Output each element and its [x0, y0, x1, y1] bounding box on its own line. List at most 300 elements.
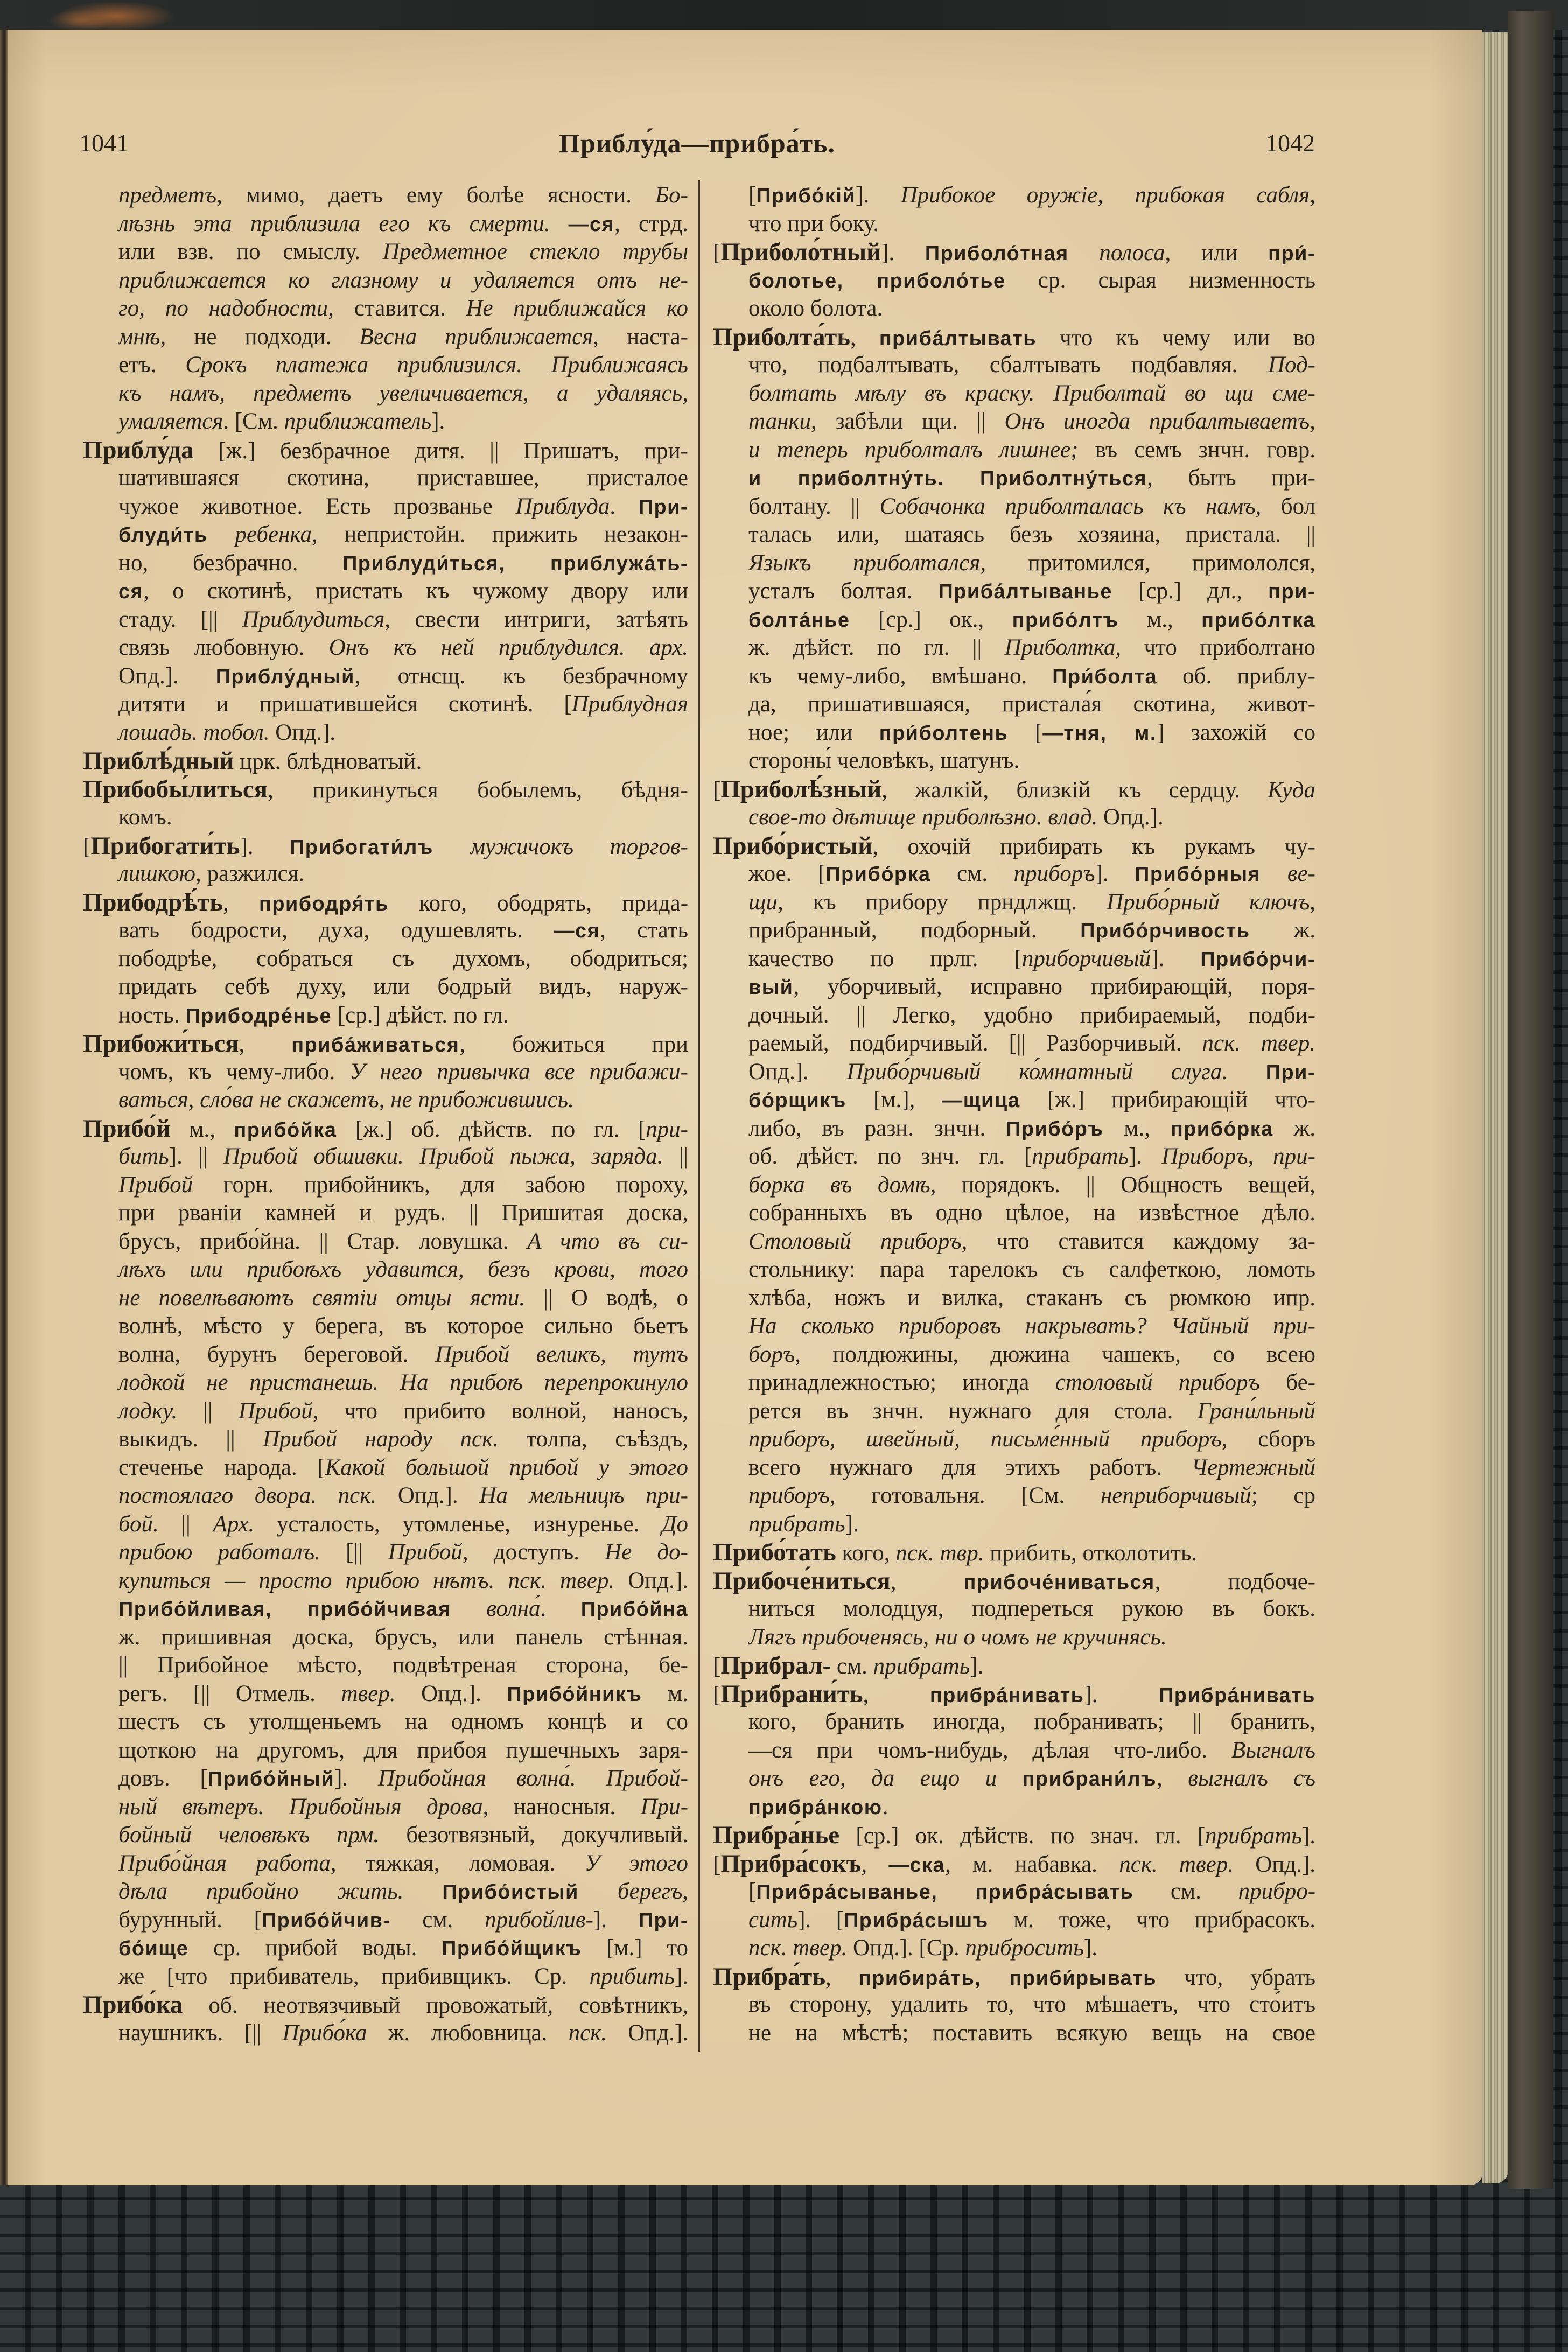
italic-example: Выгналъ — [1231, 1737, 1315, 1763]
italic-example: Приболтка — [1004, 635, 1116, 660]
entry-text: талась или, шатаясь безъ хозяина, пристала. || — [748, 522, 1315, 547]
entry-text: Опд.]. — [748, 1059, 847, 1084]
italic-example: Не до- — [605, 1539, 688, 1565]
entry-text: наушникъ. [|| — [118, 2020, 283, 2046]
entry-text: Опд.]. — [607, 2020, 689, 2046]
italic-example: дѣла прибойно жить. — [118, 1879, 404, 1904]
italic-example: твер. — [341, 1681, 396, 1706]
entry-text: [ср.] ок. дѣйств. по знач. гл. [ — [839, 1823, 1206, 1849]
entry-text — [403, 1879, 442, 1904]
entry-text: [м.], — [846, 1087, 942, 1112]
bold-term: —тня, м. — [1042, 722, 1157, 745]
headword: Приболта́ть — [713, 323, 851, 351]
entry-line — [713, 1058, 1315, 1087]
italic-example: прибро- — [1238, 1879, 1316, 1904]
entry-text: чужое животное. Есть прозванье — [118, 493, 516, 519]
entry-text: но, безбрачно. — [118, 550, 343, 576]
entry-text: къ чему-либо, вмѣшано. — [748, 663, 1053, 689]
entry-text: —ся при чомъ-нибудь, дѣлая что-либо. — [748, 1737, 1231, 1763]
bold-term: Прибодре́нье — [185, 1004, 332, 1027]
bold-term: прибоче́ниваться — [963, 1571, 1155, 1594]
entry-text: . — [540, 1596, 581, 1621]
entry-text: чомъ, къ чему-либо. — [118, 1059, 350, 1084]
entry-text: , притомился, примололся, — [980, 550, 1315, 576]
italic-example: Приблуда — [515, 493, 610, 519]
italic-example: лодкой не пристанешь. На прибоѣ перепрокинуло — [118, 1370, 688, 1395]
entry-text: брусъ, прибо́йна. || Стар. ловушка. — [118, 1228, 528, 1254]
headword: Приблу́да — [83, 436, 194, 464]
italic-example: На сколько приборовъ накрывать? Чайный при- — [748, 1313, 1315, 1339]
entry-text: [м.] то — [582, 1935, 688, 1961]
entry-text: что, убрать — [1157, 1964, 1315, 1990]
entry-line — [713, 719, 1315, 747]
entry-text: ность. — [118, 1002, 186, 1028]
entry-text: стороны́ человѣкъ, шатунъ. — [748, 748, 1020, 773]
bold-term: при- — [1268, 580, 1316, 603]
entry-text: м. — [642, 1681, 688, 1706]
entry-line — [83, 1906, 688, 1935]
bold-term: бо́рщикъ — [748, 1089, 846, 1112]
bold-term: ся — [118, 580, 144, 603]
headword: Приболѣ́зный — [720, 775, 882, 803]
italic-example: пск. твер. — [1119, 1851, 1234, 1877]
entry-text: ж. — [1273, 1115, 1315, 1141]
entry-line — [83, 181, 688, 210]
bold-term: Приблуди́ться, приблужа́ть- — [342, 552, 688, 575]
entry-line — [713, 1708, 1315, 1737]
bold-term: Приболо́тная — [925, 242, 1069, 265]
entry-text: , — [223, 890, 259, 916]
entry-line — [83, 1171, 688, 1200]
bold-term: прибодря́ть — [259, 892, 389, 915]
bold-term: Прибогати́лъ — [290, 836, 471, 859]
bold-term: —ся — [568, 213, 615, 236]
entry-text: , что ставится каждому за- — [961, 1228, 1316, 1254]
bold-term: вый — [748, 976, 794, 999]
dictionary-page — [8, 30, 1482, 2185]
entry-head-line — [83, 1991, 688, 2019]
entry-text: м., — [1118, 606, 1202, 632]
entry-line — [83, 1086, 688, 1115]
italic-example: До — [662, 1511, 688, 1537]
italic-example: ный вѣтеръ. Прибойныя дрова — [118, 1794, 483, 1819]
entry-line — [713, 606, 1315, 634]
entry-text: црк. блѣдноватый. — [234, 749, 422, 774]
entry-text: ное; или — [748, 719, 879, 745]
entry-text: [ — [713, 1851, 721, 1877]
entry-text: [ — [713, 777, 721, 803]
entry-text: ]. — [334, 1766, 379, 1791]
entry-line — [713, 2019, 1315, 2048]
entry-text: , уборчивый, исправно прибирающiй, поря- — [793, 974, 1315, 999]
entry-text: усталость, утомленье, изнуренье. — [254, 1511, 662, 1537]
entry-line — [713, 1284, 1315, 1313]
entry-head-line — [83, 1030, 688, 1058]
italic-example: Под- — [1268, 352, 1315, 377]
entry-line — [713, 1171, 1315, 1200]
entry-text: прибить, отколотить. — [984, 1541, 1198, 1566]
entry-text: || — [663, 1144, 689, 1169]
entry-line — [83, 521, 688, 549]
italic-example: Онъ иногда прибалтываетъ, — [1004, 409, 1315, 434]
italic-example: бить — [118, 1144, 169, 1169]
top-cloth-edge — [0, 0, 1568, 30]
entry-text: ]. — [240, 834, 290, 859]
entry-line — [83, 1538, 688, 1567]
left-column — [83, 181, 688, 2047]
italic-example: пск. твер. — [748, 1935, 848, 1961]
italic-example: сить — [748, 1907, 798, 1933]
entry-line — [83, 1567, 688, 1595]
bold-term: прибира́ть, приби́рывать — [858, 1966, 1157, 1990]
entry-text: ср. прибой воды. — [188, 1935, 442, 1961]
entry-text: || — [158, 1511, 213, 1537]
italic-example: Прибой — [118, 1172, 193, 1198]
entry-text: , наста- — [593, 324, 688, 349]
entry-text: , что приболтано — [1115, 635, 1316, 660]
entry-head-line — [713, 238, 1315, 267]
entry-line — [713, 1086, 1315, 1115]
entry-line — [83, 1708, 688, 1737]
entry-text: м. тоже, что прибрасокъ. — [988, 1907, 1315, 1933]
entry-text: не на мѣстѣ; поставить всякую вещь на свое — [748, 2020, 1315, 2046]
entry-head-line — [83, 747, 688, 775]
entry-text: волнѣ, мѣсто у берега, въ которое сильно бьетъ — [118, 1313, 688, 1339]
entry-line — [713, 803, 1315, 832]
entry-line — [713, 690, 1315, 719]
entry-head-line — [713, 323, 1315, 352]
entry-text: , — [239, 1032, 292, 1057]
entry-line — [83, 1651, 688, 1680]
entry-line — [713, 1115, 1315, 1143]
italic-example: А что въ си- — [527, 1228, 688, 1254]
entry-text: шатившаяся скотина, приставшее, присталое — [118, 465, 688, 491]
entry-line — [83, 634, 688, 662]
entry-line — [83, 1002, 688, 1030]
italic-example: приборъ — [1013, 861, 1095, 886]
entry-line — [713, 860, 1315, 888]
entry-line — [83, 690, 688, 719]
entry-text: . — [882, 1794, 888, 1819]
italic-example: ваться, сло́ва не скажетъ, не прибожившись. — [118, 1087, 574, 1112]
italic-example: го, по надобности — [118, 296, 328, 321]
entry-text: кого, — [836, 1541, 896, 1566]
entry-text: , непристойн. прижить незакон- — [311, 522, 689, 547]
entry-text: [ж.] безбрачное дитя. || Пришатъ, при- — [193, 438, 688, 464]
entry-line — [83, 1821, 688, 1850]
entry-line — [83, 351, 688, 380]
italic-example: купиться — просто прибою нѣтъ. пск. твер. — [118, 1567, 615, 1593]
bold-term: блуди́ть — [118, 524, 235, 547]
entry-text: ]. — [674, 1963, 688, 1989]
entry-line — [83, 210, 688, 239]
entry-text: при рванiи камней и рудъ. || Пришитая доска, — [118, 1200, 688, 1226]
headword: Прибобы́литься — [83, 775, 268, 803]
entry-text: качество по прлг. [ — [748, 946, 1022, 971]
bold-term: Прибо́йщикъ — [442, 1937, 582, 1960]
entry-text: Опд.]. — [376, 1483, 480, 1508]
entry-head-line — [713, 1538, 1315, 1567]
italic-example: къ намъ, предметъ увеличивается, а удаляясь, — [118, 380, 688, 406]
entry-text: что къ чему или во — [1037, 325, 1316, 351]
entry-text: , прикинуться бобылемъ, бѣдня- — [268, 777, 688, 803]
italic-example: прибою работалъ. — [118, 1539, 320, 1565]
entry-line — [83, 916, 688, 945]
entry-text: всего нужнаго для этихъ работъ. — [748, 1454, 1192, 1480]
entry-text: [ср.] дл., — [1112, 578, 1269, 604]
entry-text: , разжился. — [195, 861, 305, 886]
entry-text: ]. — [881, 240, 925, 265]
entry-text: . [См. — [223, 409, 284, 434]
entry-text: горн. прибойникъ, для забою пороху, — [193, 1172, 688, 1198]
headword: Приболо́тный — [720, 238, 881, 266]
entry-text: ж. пришивная доска, брусъ, или панель стѣнная. — [118, 1624, 688, 1650]
entry-text: [ — [1008, 719, 1043, 745]
entry-head-line — [83, 832, 688, 860]
entry-text: болтану. || — [748, 493, 880, 519]
bold-term: Прибо́кiй — [756, 185, 856, 207]
entry-text: , подбоче- — [1154, 1569, 1315, 1594]
italic-example: Прибокое оружiе, прибокая сабля, — [900, 183, 1315, 208]
bold-term: При- — [1265, 1061, 1315, 1084]
italic-example: ребенка — [235, 522, 312, 547]
bold-term: болта́нье — [748, 608, 850, 632]
entry-line — [713, 1737, 1315, 1765]
bold-term: прибо́йка — [234, 1118, 337, 1142]
italic-example: При- — [640, 1794, 689, 1819]
entry-line — [713, 295, 1315, 323]
italic-example: Прибой обшивки. Прибой пыжа, заряда. — [223, 1144, 663, 1169]
entry-text: м., — [170, 1116, 234, 1142]
entry-line — [83, 662, 688, 691]
entry-line — [713, 1793, 1315, 1822]
entry-text: ]. [ — [797, 1907, 844, 1933]
italic-example: бойный человѣкъ прм. — [118, 1822, 380, 1847]
italic-example: Лягъ прибоченясь, ни о чомъ не кручинясь. — [748, 1624, 1167, 1650]
entry-line — [83, 1680, 688, 1709]
entry-line — [713, 973, 1315, 1002]
entry-text: [ — [83, 834, 91, 859]
entry-text: ]. — [1084, 1682, 1159, 1707]
italic-example: Куда — [1268, 777, 1315, 803]
entry-line — [83, 380, 688, 408]
entry-text: комъ. — [118, 804, 172, 830]
entry-text: ]. — [593, 1907, 639, 1933]
italic-example: приближается ко глазному и удаляется отъ не- — [118, 267, 688, 293]
italic-example: прибрать — [1032, 1144, 1129, 1169]
italic-example: У него привычка все прибажи- — [349, 1059, 688, 1084]
entry-text: бурунный. [ — [118, 1907, 262, 1933]
entry-line — [83, 1765, 688, 1793]
entry-text: см. — [1133, 1879, 1238, 1904]
entry-head-line — [83, 775, 688, 804]
italic-example: лошадь. тобол. — [118, 719, 270, 745]
entry-text: , доступъ. — [462, 1539, 605, 1565]
entry-line — [713, 634, 1315, 662]
entry-text: [|| — [320, 1539, 388, 1565]
entry-text: , — [825, 1964, 859, 1990]
italic-example: Бо- — [655, 183, 688, 208]
italic-example: бой. — [118, 1511, 159, 1537]
bold-term: прибо́лтъ — [1012, 608, 1119, 632]
italic-example: Грани́льный — [1197, 1398, 1315, 1424]
entry-text: ]. — [431, 409, 445, 434]
entry-line — [83, 606, 688, 634]
italic-example: пск. — [568, 2020, 607, 2046]
entry-text: об. приблу- — [1157, 663, 1315, 689]
bold-term: болотье, приболо́тье — [748, 269, 1006, 292]
bold-term: приба́живаться — [291, 1034, 460, 1056]
bold-term: Прибо́ръ — [1006, 1117, 1104, 1140]
entry-line — [713, 1425, 1315, 1454]
entry-text: , — [1310, 889, 1316, 915]
italic-example: Прибойная волна́. Прибой- — [378, 1766, 688, 1791]
entry-text: , не подходи. — [160, 324, 360, 349]
italic-example: онъ его, да ещо и — [748, 1766, 1023, 1791]
entry-line — [83, 1595, 688, 1623]
entry-line — [83, 1228, 688, 1256]
entry-line — [713, 747, 1315, 775]
headword: Прибодрѣ́ть — [83, 888, 223, 916]
bold-term: Приблу́дный — [215, 665, 355, 688]
entry-line — [83, 1369, 688, 1397]
entry-text — [1069, 240, 1100, 265]
page-number-right: 1042 — [1265, 129, 1315, 157]
entry-text: , стать — [600, 918, 688, 943]
bold-term: Прибра́сышъ — [844, 1909, 989, 1932]
entry-text: , божиться при — [459, 1032, 688, 1057]
entry-line — [713, 1397, 1315, 1426]
entry-text: . — [610, 493, 639, 519]
italic-example: Какой большой прибой у этого — [325, 1454, 688, 1480]
headword: Прибогати́ть — [90, 831, 240, 860]
bold-term: —щица — [942, 1089, 1020, 1112]
headword: Прибрани́ть — [720, 1679, 863, 1708]
page-number-left: 1041 — [79, 129, 129, 157]
entry-text: придать себѣ духу, или бодрый видъ, наруж- — [118, 974, 688, 999]
italic-example: Прибо́йная работа — [118, 1850, 331, 1876]
italic-example: неприборчивый — [1100, 1483, 1251, 1508]
italic-example: лишкою — [118, 861, 196, 886]
entry-line — [83, 1058, 688, 1087]
entry-text: ]. || — [169, 1144, 223, 1169]
italic-example: лодку. — [118, 1398, 178, 1424]
entry-text: , бол — [1255, 493, 1315, 519]
entry-text: [ — [713, 1654, 721, 1679]
entry-text: жое. [ — [748, 861, 826, 886]
entry-text: || О водѣ, о — [525, 1285, 688, 1311]
entry-text: || Прибойное мѣсто, подвѣтреная сторона, бе- — [118, 1653, 688, 1678]
entry-text: || — [177, 1398, 239, 1424]
entry-text: , порядокъ. || Общность вещей, — [930, 1172, 1315, 1198]
entry-text: см. — [930, 861, 1014, 886]
entry-text: Опд.]. — [1233, 1851, 1315, 1877]
entry-text: вать бодрости, духа, одушевлять. — [118, 918, 554, 943]
entry-text: ]. — [1151, 946, 1201, 971]
entry-text: ]. — [970, 1654, 984, 1679]
column-divider — [698, 180, 700, 2052]
entry-text: кого, бранить иногда, побранивать; || бранить, — [748, 1709, 1315, 1734]
italic-example: Приблудиться — [242, 606, 385, 632]
entry-text: Опд.]. — [1097, 804, 1164, 830]
bold-term: При- — [638, 495, 688, 519]
italic-example: борка въ домѣ — [748, 1172, 930, 1198]
entry-line — [83, 493, 688, 521]
entry-text: [ — [713, 240, 721, 265]
entry-text: ]. — [856, 183, 901, 208]
entry-line — [83, 973, 688, 1002]
book-gutter — [0, 30, 8, 2185]
entry-text: ср. сырая низменность — [1005, 267, 1315, 293]
entry-text — [579, 1879, 618, 1904]
entry-text: около болота. — [748, 296, 883, 321]
entry-text: етъ. — [118, 352, 186, 377]
entry-text: об. неотвязчивый провожатый, совѣтникъ, — [183, 1993, 688, 2018]
bold-term: Прибра́сыванье, прибра́сывать — [756, 1881, 1134, 1903]
bold-term: Прибо́йчив- — [261, 1909, 391, 1932]
entry-text: , — [861, 1851, 889, 1877]
italic-example: прибойлив- — [485, 1907, 593, 1933]
entry-line — [713, 380, 1315, 408]
entry-text: об. дѣйст. по знч. гл. [ — [748, 1144, 1032, 1169]
bold-term: —ся — [554, 920, 600, 942]
italic-example: столовый приборъ — [1055, 1370, 1260, 1395]
entry-text: , ставится. — [328, 296, 466, 321]
entry-line — [83, 1143, 688, 1171]
headword: Прибрал- — [720, 1651, 831, 1679]
entry-head-line — [83, 1115, 688, 1143]
bold-term: При́болта — [1052, 665, 1158, 688]
entry-text: выкидъ. || — [118, 1426, 263, 1452]
italic-example: Чертежный — [1191, 1454, 1315, 1480]
italic-example: берегъ — [617, 1879, 683, 1904]
entry-line — [713, 1991, 1315, 2019]
page-stack-edge — [1482, 32, 1508, 2183]
entry-line — [83, 945, 688, 974]
entry-line — [713, 1934, 1315, 1963]
entry-line — [713, 1878, 1315, 1906]
headword: Прибра́сокъ — [720, 1849, 862, 1878]
italic-example: лѣхъ или прибоѣхъ удавится, безъ крови, того — [118, 1257, 688, 1282]
entry-line — [713, 549, 1315, 578]
italic-example: приборъ — [748, 1483, 830, 1508]
entry-text: безотвязный, докучливый. — [379, 1822, 688, 1847]
entry-text: , что прибито волной, наносъ, — [312, 1398, 688, 1424]
entry-text: ]. — [1083, 1935, 1097, 1961]
bold-term: прибо́рка — [1170, 1117, 1273, 1140]
italic-example: мужичокъ торгов- — [470, 834, 688, 859]
entry-line — [83, 323, 688, 352]
entry-line — [713, 1341, 1315, 1369]
entry-text: раемый, подбирчивый. [|| Разборчивый. — [748, 1031, 1202, 1056]
entry-text: Опд.]. — [395, 1681, 507, 1706]
entry-text: , быть при- — [1147, 465, 1315, 491]
bold-term: Прибо́рныя — [1135, 863, 1287, 886]
entry-line — [83, 577, 688, 606]
bold-term: и приболтну́ть. Приболтну́ться — [748, 467, 1147, 490]
entry-line — [83, 1425, 688, 1454]
italic-example: и теперь приболталъ лишнее; — [748, 437, 1079, 463]
entry-text: , къ прибору прндлжщ. — [777, 889, 1107, 915]
entry-text: либо, въ разн. знчн. — [748, 1115, 1006, 1141]
entry-text: Опд.]. — [269, 719, 336, 745]
running-header — [79, 129, 1315, 157]
bold-term: приба́лтывать — [879, 327, 1037, 350]
entry-head-line — [83, 888, 688, 917]
italic-example: щи — [748, 889, 778, 915]
entry-line — [83, 295, 688, 323]
italic-example: приборчивый — [1021, 946, 1151, 971]
